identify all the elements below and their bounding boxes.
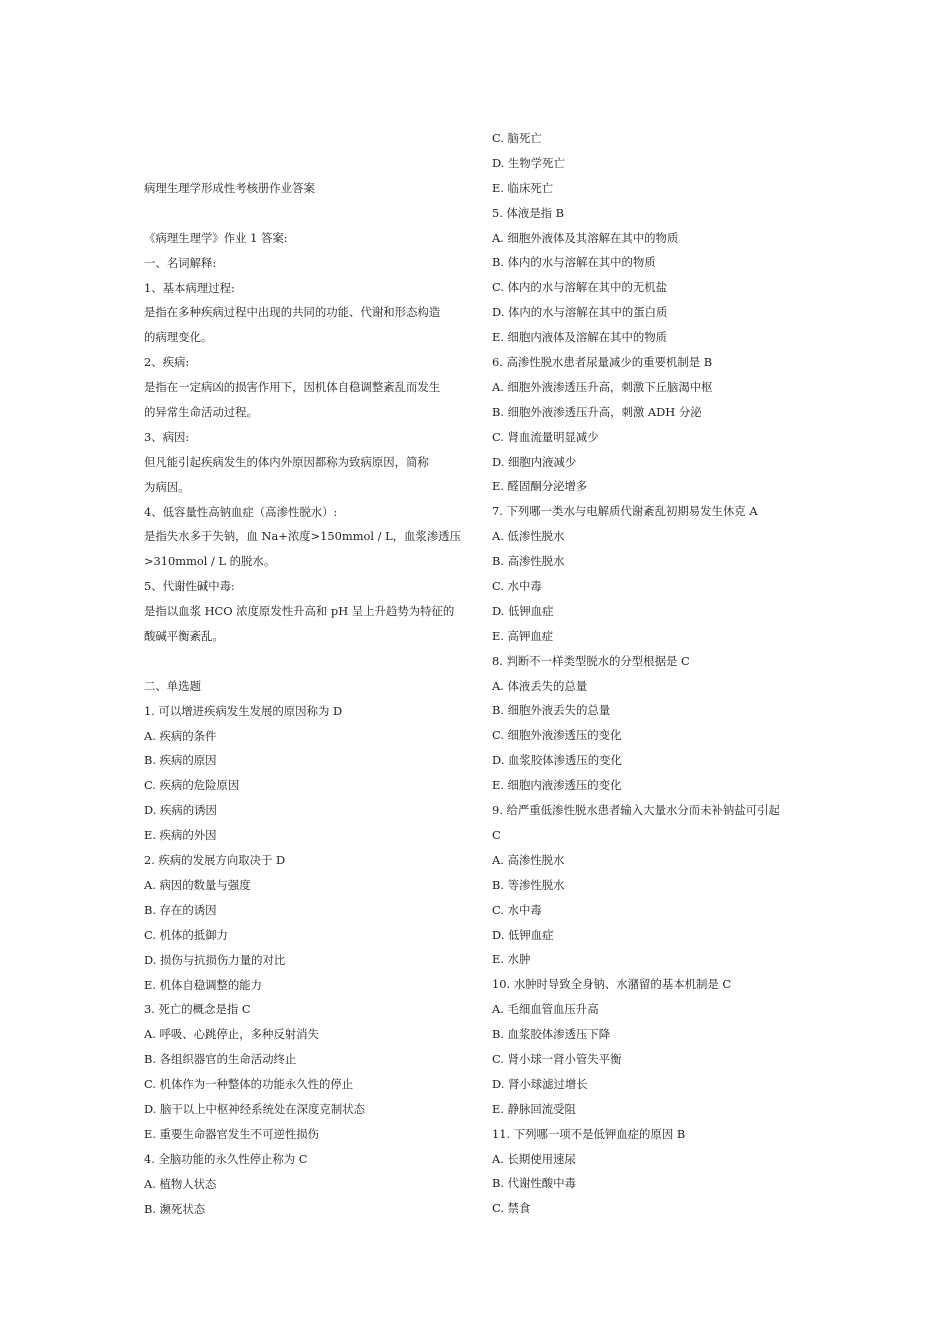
left-column-line: A. 呼吸、心跳停止，多种反射消失 (144, 1027, 319, 1042)
right-column-line: D. 细胞内液减少 (492, 454, 577, 469)
right-column-line: C. 水中毒 (492, 902, 542, 917)
right-column-line: C. 水中毒 (492, 579, 542, 594)
right-column-line: 8. 判断不一样类型脱水的分型根据是 C (492, 653, 690, 668)
right-column-line: 6. 高渗性脱水患者尿量减少的重要机制是 B (492, 355, 713, 370)
right-column-line: B. 血浆胶体渗透压下降 (492, 1027, 611, 1042)
left-column-line (144, 201, 474, 226)
left-column-line: 二、单选题 (144, 678, 201, 693)
left-column-line: C. 机体作为一种整体的功能永久性的停止 (144, 1077, 354, 1092)
left-column-line: >310mmol / L 的脱水。 (144, 554, 276, 569)
left-column-line: 为病因。 (144, 479, 190, 494)
right-column-line: D. 肾小球滤过增长 (492, 1076, 588, 1091)
left-column-line: 《病理生理学》作业 1 答案: (144, 230, 288, 245)
right-column-line: B. 等渗性脱水 (492, 877, 565, 892)
right-column-line: E. 静脉回流受阻 (492, 1101, 576, 1116)
left-column-line: 是指以血浆 HCO 浓度原发性升高和 pH 呈上升趋势为特征的 (144, 604, 455, 619)
left-column-line: 3. 死亡的概念是指 C (144, 1002, 251, 1017)
right-column-line: C. 肾小球一肾小管失平衡 (492, 1051, 622, 1066)
right-column-line: C. 肾血流量明显减少 (492, 429, 599, 444)
right-column-line: A. 细胞外液体及其溶解在其中的物质 (492, 230, 679, 245)
left-column-line: 1、基本病理过程: (144, 280, 235, 295)
left-column-line: C. 疾病的危险原因 (144, 778, 240, 793)
left-column-line: A. 病因的数量与强度 (144, 877, 251, 892)
right-column-line: A. 毛细血管血压升高 (492, 1002, 599, 1017)
right-column-line: A. 细胞外液渗透压升高，刺激下丘脑渴中枢 (492, 379, 713, 394)
right-column-line: A. 长期使用速尿 (492, 1151, 576, 1166)
left-column-line: E. 机体自稳调整的能力 (144, 977, 263, 992)
left-column-line: 3、病因: (144, 429, 190, 444)
left-column-line: 是指在一定病凶的损害作用下，因机体自稳调整紊乱而发生 (144, 380, 441, 395)
left-column-line (144, 649, 474, 674)
left-column-line: 的病理变化。 (144, 330, 213, 345)
right-column-line: E. 临床死亡 (492, 180, 554, 195)
left-column-line: E. 疾病的外因 (144, 828, 217, 843)
right-column-line: B. 细胞外液渗透压升高，刺激 ADH 分泌 (492, 404, 702, 419)
left-column-line: 是指在多种疾病过程中出现的共同的功能、代谢和形态构造 (144, 305, 441, 320)
right-column-line: C. 体内的水与溶解在其中的无机盐 (492, 280, 668, 295)
left-column-line: A. 疾病的条件 (144, 728, 217, 743)
left-column-line: B. 濒死状态 (144, 1201, 206, 1216)
left-column-line: D. 损伤与抗损伤力量的对比 (144, 952, 286, 967)
left-column-line: 4. 全脑功能的永久性停止称为 C (144, 1151, 308, 1166)
right-column-line: C. 脑死亡 (492, 131, 542, 145)
left-column-line: 2. 疾病的发展方向取决于 D (144, 853, 286, 868)
right-column-line: C (492, 827, 501, 842)
left-column-line: B. 疾病的原因 (144, 753, 217, 768)
right-column-line: E. 醛固酮分泌增多 (492, 479, 588, 494)
left-column-line: C. 机体的抵御力 (144, 927, 228, 942)
right-column-line: 9. 给严重低渗性脱水患者输入大量水分而未补钠盐可引起 (492, 803, 780, 818)
right-column-line: A. 体液丢失的总量 (492, 678, 588, 693)
right-column-line: 11. 下列哪一项不是低钾血症的原因 B (492, 1126, 686, 1141)
right-column-line: D. 低钾血症 (492, 927, 554, 942)
right-column-line: 5. 体液是指 B (492, 205, 565, 220)
left-column-line: 2、疾病: (144, 355, 190, 370)
right-column-line: A. 高渗性脱水 (492, 852, 565, 867)
right-column-line: B. 代谢性酸中毒 (492, 1176, 576, 1191)
left-column-line: 酸碱平衡紊乱。 (144, 629, 224, 644)
right-column-line: B. 细胞外液丢失的总量 (492, 703, 611, 718)
right-column-line: D. 体内的水与溶解在其中的蛋白质 (492, 305, 668, 320)
left-column-line: 4、低容量性高钠血症（高渗性脱水）: (144, 504, 338, 519)
right-column-line: B. 体内的水与溶解在其中的物质 (492, 255, 656, 270)
right-column-line: D. 低钾血症 (492, 603, 554, 618)
right-column-line: E. 细胞内液体及溶解在其中的物质 (492, 330, 668, 345)
right-column-line: D. 生物学死亡 (492, 155, 565, 170)
left-column-line: 但凡能引起疾病发生的体内外原因都称为致病原因，简称 (144, 454, 429, 469)
left-column-line: D. 脑干以上中枢神经系统处在深度克制状态 (144, 1101, 366, 1116)
left-column-line: 的异常生命活动过程。 (144, 405, 258, 420)
right-column-line: A. 低渗性脱水 (492, 529, 565, 544)
right-column-line: E. 高钾血症 (492, 628, 554, 643)
left-column-line: E. 重要生命器官发生不可逆性损伤 (144, 1126, 320, 1141)
left-column-line: B. 各组织器官的生命活动终止 (144, 1052, 297, 1067)
left-column-line: 一、名词解释: (144, 255, 217, 270)
right-column-line: 10. 水肿时导致全身钠、水潴留的基本机制是 C (492, 977, 732, 992)
right-column-line: 7. 下列哪一类水与电解质代谢紊乱初期易发生休克 A (492, 504, 758, 519)
left-column-line: D. 疾病的诱因 (144, 803, 217, 818)
left-column-line: 5、代谢性碱中毒: (144, 579, 235, 594)
right-column-line: E. 水肿 (492, 952, 531, 967)
left-column-line: 1. 可以增进疾病发生发展的原因称为 D (144, 703, 343, 718)
right-column-line: C. 细胞外液渗透压的变化 (492, 728, 622, 743)
right-column-line: C. 禁食 (492, 1201, 531, 1216)
left-column-line: 是指失水多于失钠，血 Na+浓度>150mmol / L，血浆渗透压 (144, 529, 461, 544)
right-text-column (492, 126, 822, 1221)
left-text-column (144, 176, 474, 1221)
right-column-line: B. 高渗性脱水 (492, 554, 565, 569)
left-column-line: 病理生理学形成性考核册作业答案 (144, 181, 315, 195)
right-column-line: E. 细胞内液渗透压的变化 (492, 778, 622, 793)
left-column-line: B. 存在的诱因 (144, 902, 217, 917)
left-column-line: A. 植物人状态 (144, 1176, 217, 1191)
right-column-line: D. 血浆胶体渗透压的变化 (492, 753, 622, 768)
